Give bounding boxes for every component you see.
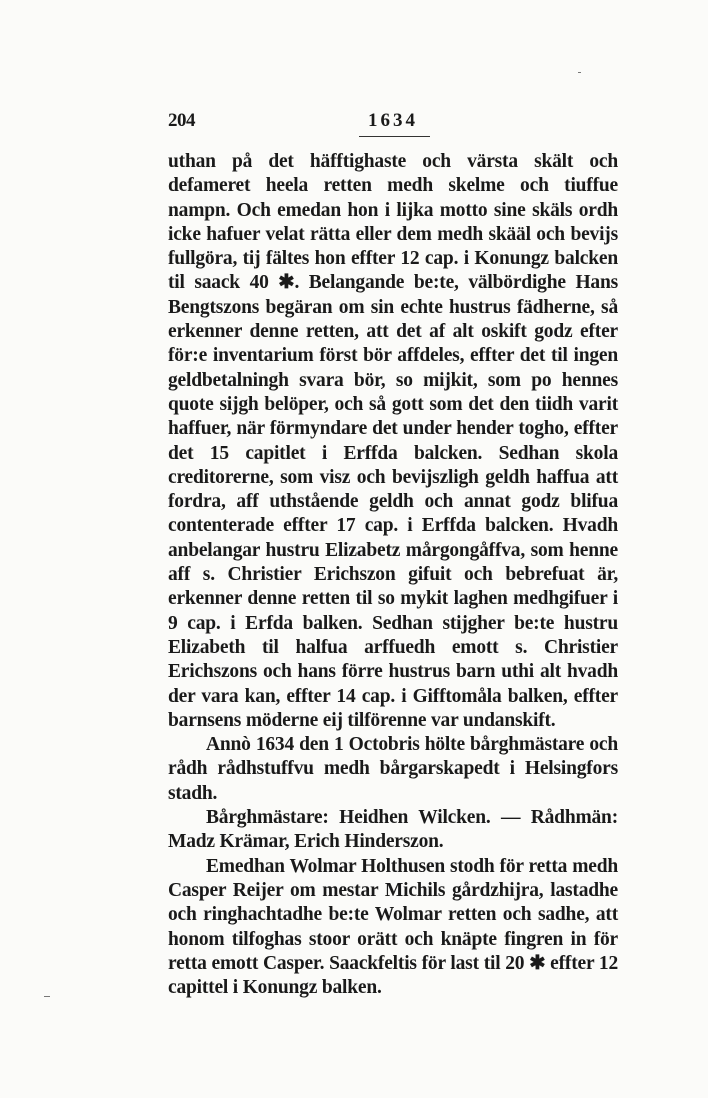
paper-speck — [44, 996, 50, 997]
body-text — [168, 150, 618, 1000]
paper-speck — [578, 72, 581, 73]
session-opening-text: hölte bårghmästare och rådh rådhstuffvu medh bårgarskapedt i Helsingfors stadh. — [168, 734, 618, 804]
page-header — [168, 110, 618, 136]
paragraph-case-holthusen: Emedhan Wolmar Holthusen stodh för retta medh Casper Reijer om mestar Michils gårdzhijra, lastadhe och ringhachtadhe be:te Wolmar retten och sadhe, att honom tilfoghas stoor orätt och knäpte fingren in för retta emott Casper. Saackfeltis för last til 20 ✱ effter 12 capittel i Konungz balken. — [168, 855, 618, 999]
running-head-year: 1634 — [368, 110, 418, 131]
session-date-heading: Annò 1634 den 1 Octobris — [206, 734, 420, 756]
header-rule — [359, 136, 430, 137]
paragraph-court-members: Bårghmästare: Heidhen Wilcken. — Rådhmän: Madz Krämar, Erich Hinderszon. — [168, 807, 618, 853]
page-number: 204 — [168, 110, 195, 131]
paragraph-session-opening — [168, 733, 618, 806]
paragraph-judgment: uthan på det häfftighaste och värsta skält och defameret heela retten medh skelme och tiuffue nampn. Och emedan hon i lijka motto sine skäls ordh icke hafuer velat rätta eller dem medh skääl och bevijs fullgöra, tij fältes hon effter 12 cap. i Konungz balcken til saack 40 ✱. Belangande be:te, välbördighe Hans Bengtszons begäran om sin echte hustrus fädherne, så erkenner denne retten, att det af alt oskift godz efter för:e inventarium först bör affdeles, effter det til ingen geldbetalningh svara bör, so mijkit, som po hennes quote sijgh belöper, och så gott som det den tiidh varit haffuer, när förmyndare det under hender togho, effter det 15 capitlet i Erffda balcken. Sedhan skola creditorerne, som visz och bevijszligh geldh haffua att fordra, aff uthstående geldh och annat godz blifua contenterade effter 17 cap. i Erffda balcken. Hvadh anbelangar hustru Elizabetz mårgongåffva, som henne aff s. Christier Erichszon gifuit och bebrefuat är, erkenner denne retten til so mykit laghen medhgifuer i 9 cap. i Erfda balken. Sedhan stijgher be:te hustru Elizabeth til halfua arffuedh emott s. Christier Erichszons och hans förre hustrus barn uthi alt hvadh der vara kan, effter 14 cap. i Gifftomåla balken, effter barnsens möderne eij tilförenne var undanskift. — [168, 151, 618, 731]
